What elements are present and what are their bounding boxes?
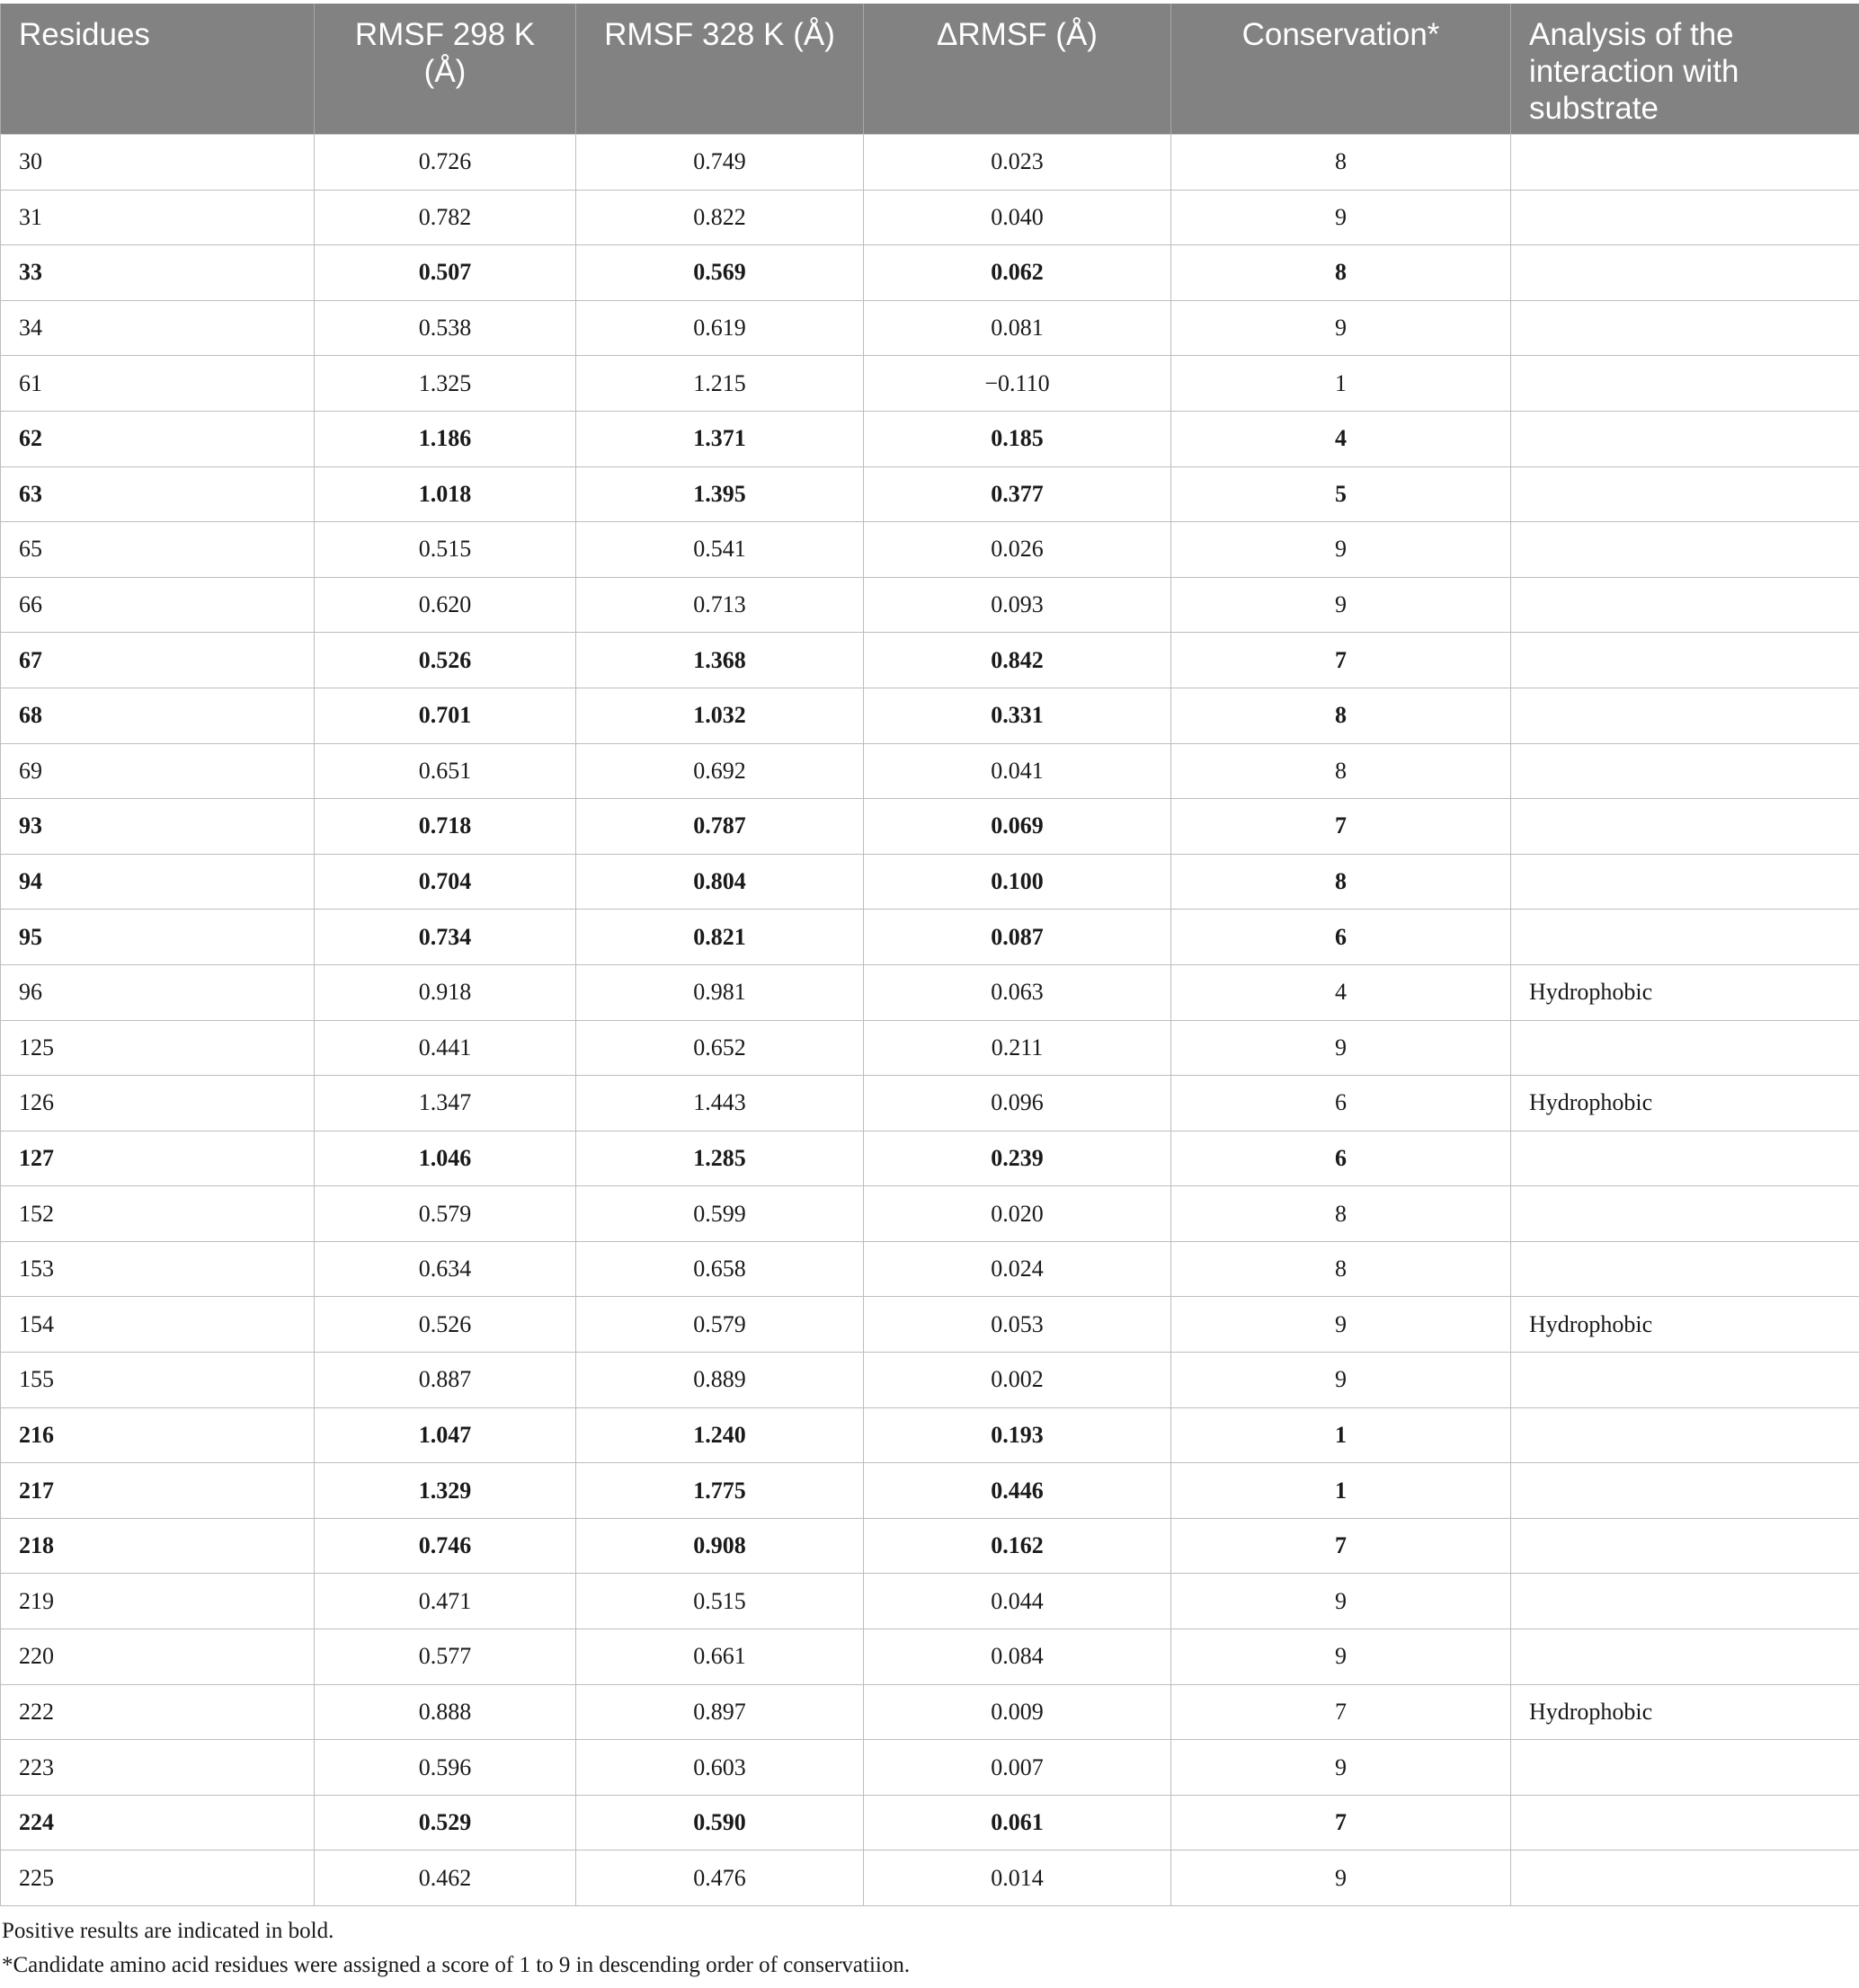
cell-rmsf-328: 0.541 xyxy=(576,522,864,578)
cell-interaction xyxy=(1511,522,1859,578)
cell-rmsf-298: 0.651 xyxy=(315,743,576,799)
cell-residue: 223 xyxy=(1,1740,315,1796)
cell-delta-rmsf: 0.024 xyxy=(864,1241,1171,1297)
cell-delta-rmsf: 0.023 xyxy=(864,135,1171,191)
cell-residue: 218 xyxy=(1,1518,315,1574)
cell-rmsf-328: 0.579 xyxy=(576,1297,864,1353)
cell-conservation: 7 xyxy=(1171,1795,1511,1850)
cell-rmsf-328: 0.590 xyxy=(576,1795,864,1850)
cell-conservation: 4 xyxy=(1171,964,1511,1020)
cell-residue: 222 xyxy=(1,1684,315,1740)
cell-interaction xyxy=(1511,1131,1859,1186)
cell-residue: 68 xyxy=(1,688,315,743)
cell-residue: 225 xyxy=(1,1850,315,1906)
table-row xyxy=(1,1407,1859,1463)
table-row xyxy=(1,688,1859,743)
cell-delta-rmsf: 0.009 xyxy=(864,1684,1171,1740)
table-row xyxy=(1,577,1859,633)
table-header xyxy=(1,4,1859,135)
cell-conservation: 7 xyxy=(1171,1518,1511,1574)
cell-interaction xyxy=(1511,135,1859,191)
cell-conservation: 9 xyxy=(1171,1850,1511,1906)
cell-conservation: 6 xyxy=(1171,910,1511,965)
cell-rmsf-298: 0.526 xyxy=(315,633,576,688)
cell-residue: 95 xyxy=(1,910,315,965)
cell-rmsf-298: 0.746 xyxy=(315,1518,576,1574)
cell-rmsf-298: 0.507 xyxy=(315,245,576,301)
cell-rmsf-328: 1.032 xyxy=(576,688,864,743)
cell-delta-rmsf: 0.193 xyxy=(864,1407,1171,1463)
cell-conservation: 9 xyxy=(1171,1353,1511,1408)
cell-rmsf-298: 0.462 xyxy=(315,1850,576,1906)
cell-residue: 66 xyxy=(1,577,315,633)
cell-rmsf-298: 0.441 xyxy=(315,1020,576,1076)
cell-residue: 93 xyxy=(1,799,315,855)
cell-conservation: 8 xyxy=(1171,688,1511,743)
cell-residue: 62 xyxy=(1,411,315,466)
header-residues: Residues xyxy=(1,4,315,135)
cell-conservation: 9 xyxy=(1171,300,1511,356)
cell-delta-rmsf: 0.040 xyxy=(864,190,1171,245)
cell-conservation: 9 xyxy=(1171,190,1511,245)
cell-conservation: 6 xyxy=(1171,1076,1511,1132)
cell-delta-rmsf: 0.069 xyxy=(864,799,1171,855)
cell-interaction: Hydrophobic xyxy=(1511,1684,1859,1740)
table-row xyxy=(1,633,1859,688)
cell-conservation: 4 xyxy=(1171,411,1511,466)
table-row xyxy=(1,1186,1859,1242)
cell-rmsf-328: 1.368 xyxy=(576,633,864,688)
cell-interaction: Hydrophobic xyxy=(1511,1297,1859,1353)
cell-rmsf-298: 0.529 xyxy=(315,1795,576,1850)
cell-interaction xyxy=(1511,799,1859,855)
cell-rmsf-328: 1.285 xyxy=(576,1131,864,1186)
table-row xyxy=(1,1020,1859,1076)
cell-rmsf-328: 0.822 xyxy=(576,190,864,245)
cell-delta-rmsf: 0.087 xyxy=(864,910,1171,965)
table-row xyxy=(1,466,1859,522)
header-rmsf-298: RMSF 298 K (Å) xyxy=(315,4,576,135)
cell-delta-rmsf: 0.026 xyxy=(864,522,1171,578)
cell-delta-rmsf: 0.842 xyxy=(864,633,1171,688)
cell-conservation: 8 xyxy=(1171,245,1511,301)
cell-residue: 65 xyxy=(1,522,315,578)
cell-residue: 220 xyxy=(1,1629,315,1685)
cell-delta-rmsf: 0.100 xyxy=(864,854,1171,910)
cell-rmsf-298: 0.526 xyxy=(315,1297,576,1353)
cell-rmsf-298: 0.620 xyxy=(315,577,576,633)
table-row xyxy=(1,799,1859,855)
cell-conservation: 9 xyxy=(1171,1297,1511,1353)
cell-rmsf-328: 0.599 xyxy=(576,1186,864,1242)
cell-residue: 224 xyxy=(1,1795,315,1850)
cell-delta-rmsf: 0.446 xyxy=(864,1463,1171,1519)
cell-rmsf-328: 0.569 xyxy=(576,245,864,301)
cell-conservation: 9 xyxy=(1171,577,1511,633)
cell-delta-rmsf: 0.162 xyxy=(864,1518,1171,1574)
cell-rmsf-328: 0.661 xyxy=(576,1629,864,1685)
cell-rmsf-328: 1.443 xyxy=(576,1076,864,1132)
cell-rmsf-298: 1.018 xyxy=(315,466,576,522)
cell-rmsf-298: 0.515 xyxy=(315,522,576,578)
cell-rmsf-298: 0.538 xyxy=(315,300,576,356)
cell-delta-rmsf: 0.053 xyxy=(864,1297,1171,1353)
table-body xyxy=(1,135,1859,1906)
cell-delta-rmsf: 0.377 xyxy=(864,466,1171,522)
cell-delta-rmsf: 0.062 xyxy=(864,245,1171,301)
cell-residue: 127 xyxy=(1,1131,315,1186)
cell-rmsf-298: 1.325 xyxy=(315,356,576,412)
cell-rmsf-298: 0.577 xyxy=(315,1629,576,1685)
cell-delta-rmsf: 0.331 xyxy=(864,688,1171,743)
cell-rmsf-298: 1.329 xyxy=(315,1463,576,1519)
cell-rmsf-328: 0.515 xyxy=(576,1574,864,1629)
cell-rmsf-328: 0.908 xyxy=(576,1518,864,1574)
cell-rmsf-328: 0.749 xyxy=(576,135,864,191)
cell-conservation: 8 xyxy=(1171,854,1511,910)
footnote-conservation-note: *Candidate amino acid residues were assigned a score of 1 to 9 in descending order of conservatiion. xyxy=(2,1953,911,1977)
cell-residue: 34 xyxy=(1,300,315,356)
cell-residue: 94 xyxy=(1,854,315,910)
cell-delta-rmsf: 0.044 xyxy=(864,1574,1171,1629)
cell-rmsf-298: 0.471 xyxy=(315,1574,576,1629)
cell-rmsf-298: 0.579 xyxy=(315,1186,576,1242)
header-delta-rmsf: ΔRMSF (Å) xyxy=(864,4,1171,135)
cell-conservation: 1 xyxy=(1171,1407,1511,1463)
table-row xyxy=(1,245,1859,301)
cell-interaction xyxy=(1511,356,1859,412)
header-row xyxy=(1,4,1859,135)
table-footnotes xyxy=(2,1914,910,1983)
footnote-bold-note: Positive results are indicated in bold. xyxy=(2,1919,334,1943)
cell-rmsf-328: 0.652 xyxy=(576,1020,864,1076)
cell-interaction xyxy=(1511,1241,1859,1297)
cell-interaction xyxy=(1511,1574,1859,1629)
cell-residue: 67 xyxy=(1,633,315,688)
cell-interaction xyxy=(1511,1353,1859,1408)
cell-interaction xyxy=(1511,1186,1859,1242)
cell-rmsf-298: 0.596 xyxy=(315,1740,576,1796)
table-row xyxy=(1,910,1859,965)
cell-rmsf-328: 0.713 xyxy=(576,577,864,633)
rmsf-table xyxy=(0,4,1859,1906)
cell-rmsf-328: 0.821 xyxy=(576,910,864,965)
cell-conservation: 9 xyxy=(1171,1020,1511,1076)
cell-rmsf-298: 0.701 xyxy=(315,688,576,743)
cell-rmsf-328: 0.692 xyxy=(576,743,864,799)
cell-rmsf-298: 0.704 xyxy=(315,854,576,910)
cell-interaction xyxy=(1511,633,1859,688)
table-row xyxy=(1,1131,1859,1186)
cell-rmsf-328: 1.240 xyxy=(576,1407,864,1463)
cell-conservation: 8 xyxy=(1171,743,1511,799)
cell-residue: 31 xyxy=(1,190,315,245)
table-row xyxy=(1,1463,1859,1519)
cell-interaction xyxy=(1511,466,1859,522)
cell-residue: 219 xyxy=(1,1574,315,1629)
cell-rmsf-298: 0.734 xyxy=(315,910,576,965)
cell-residue: 155 xyxy=(1,1353,315,1408)
table-row xyxy=(1,135,1859,191)
cell-interaction xyxy=(1511,1850,1859,1906)
cell-interaction xyxy=(1511,1629,1859,1685)
cell-residue: 152 xyxy=(1,1186,315,1242)
cell-rmsf-298: 0.782 xyxy=(315,190,576,245)
cell-delta-rmsf: 0.093 xyxy=(864,577,1171,633)
table-row xyxy=(1,1795,1859,1850)
cell-conservation: 6 xyxy=(1171,1131,1511,1186)
table-row xyxy=(1,1850,1859,1906)
cell-interaction xyxy=(1511,1020,1859,1076)
cell-conservation: 8 xyxy=(1171,135,1511,191)
cell-conservation: 9 xyxy=(1171,1574,1511,1629)
cell-interaction xyxy=(1511,411,1859,466)
cell-interaction xyxy=(1511,743,1859,799)
cell-residue: 96 xyxy=(1,964,315,1020)
cell-delta-rmsf: 0.239 xyxy=(864,1131,1171,1186)
header-conservation: Conservation* xyxy=(1171,4,1511,135)
cell-interaction xyxy=(1511,190,1859,245)
cell-interaction xyxy=(1511,910,1859,965)
cell-delta-rmsf: 0.007 xyxy=(864,1740,1171,1796)
cell-residue: 61 xyxy=(1,356,315,412)
cell-delta-rmsf: 0.002 xyxy=(864,1353,1171,1408)
table-row xyxy=(1,190,1859,245)
table-row xyxy=(1,300,1859,356)
cell-rmsf-328: 0.889 xyxy=(576,1353,864,1408)
cell-rmsf-328: 0.603 xyxy=(576,1740,864,1796)
cell-conservation: 9 xyxy=(1171,522,1511,578)
cell-rmsf-328: 0.804 xyxy=(576,854,864,910)
cell-delta-rmsf: 0.211 xyxy=(864,1020,1171,1076)
cell-conservation: 9 xyxy=(1171,1740,1511,1796)
cell-delta-rmsf: 0.081 xyxy=(864,300,1171,356)
cell-delta-rmsf: 0.020 xyxy=(864,1186,1171,1242)
cell-interaction xyxy=(1511,300,1859,356)
cell-rmsf-328: 0.981 xyxy=(576,964,864,1020)
cell-rmsf-298: 1.047 xyxy=(315,1407,576,1463)
cell-rmsf-328: 0.897 xyxy=(576,1684,864,1740)
cell-interaction xyxy=(1511,577,1859,633)
table-row xyxy=(1,854,1859,910)
cell-rmsf-298: 0.718 xyxy=(315,799,576,855)
cell-interaction xyxy=(1511,1407,1859,1463)
cell-delta-rmsf: −0.110 xyxy=(864,356,1171,412)
table-row xyxy=(1,964,1859,1020)
cell-interaction xyxy=(1511,688,1859,743)
cell-rmsf-328: 1.775 xyxy=(576,1463,864,1519)
cell-conservation: 8 xyxy=(1171,1186,1511,1242)
cell-interaction: Hydrophobic xyxy=(1511,1076,1859,1132)
cell-delta-rmsf: 0.185 xyxy=(864,411,1171,466)
cell-residue: 30 xyxy=(1,135,315,191)
cell-rmsf-328: 1.371 xyxy=(576,411,864,466)
cell-rmsf-298: 0.918 xyxy=(315,964,576,1020)
table-row xyxy=(1,522,1859,578)
cell-residue: 125 xyxy=(1,1020,315,1076)
cell-conservation: 9 xyxy=(1171,1629,1511,1685)
cell-delta-rmsf: 0.084 xyxy=(864,1629,1171,1685)
cell-conservation: 7 xyxy=(1171,633,1511,688)
table-row xyxy=(1,356,1859,412)
cell-conservation: 8 xyxy=(1171,1241,1511,1297)
cell-rmsf-328: 1.215 xyxy=(576,356,864,412)
cell-residue: 154 xyxy=(1,1297,315,1353)
table-row xyxy=(1,1740,1859,1796)
table-row xyxy=(1,411,1859,466)
table-row xyxy=(1,1684,1859,1740)
cell-residue: 69 xyxy=(1,743,315,799)
cell-delta-rmsf: 0.063 xyxy=(864,964,1171,1020)
cell-rmsf-298: 0.634 xyxy=(315,1241,576,1297)
cell-residue: 217 xyxy=(1,1463,315,1519)
cell-rmsf-328: 0.787 xyxy=(576,799,864,855)
header-interaction-analysis: Analysis of the interaction with substrate xyxy=(1511,4,1859,135)
cell-rmsf-298: 0.887 xyxy=(315,1353,576,1408)
cell-delta-rmsf: 0.014 xyxy=(864,1850,1171,1906)
cell-residue: 33 xyxy=(1,245,315,301)
table-row xyxy=(1,1518,1859,1574)
cell-conservation: 7 xyxy=(1171,799,1511,855)
cell-rmsf-328: 0.658 xyxy=(576,1241,864,1297)
cell-rmsf-328: 0.619 xyxy=(576,300,864,356)
table-row xyxy=(1,1353,1859,1408)
table-row xyxy=(1,743,1859,799)
table-row xyxy=(1,1574,1859,1629)
header-rmsf-328: RMSF 328 K (Å) xyxy=(576,4,864,135)
table-row xyxy=(1,1076,1859,1132)
cell-rmsf-298: 1.186 xyxy=(315,411,576,466)
cell-rmsf-298: 1.347 xyxy=(315,1076,576,1132)
table-row xyxy=(1,1241,1859,1297)
cell-residue: 126 xyxy=(1,1076,315,1132)
cell-rmsf-298: 0.888 xyxy=(315,1684,576,1740)
cell-rmsf-298: 1.046 xyxy=(315,1131,576,1186)
cell-interaction: Hydrophobic xyxy=(1511,964,1859,1020)
cell-conservation: 1 xyxy=(1171,356,1511,412)
cell-rmsf-328: 0.476 xyxy=(576,1850,864,1906)
cell-residue: 153 xyxy=(1,1241,315,1297)
cell-delta-rmsf: 0.041 xyxy=(864,743,1171,799)
cell-residue: 216 xyxy=(1,1407,315,1463)
cell-delta-rmsf: 0.061 xyxy=(864,1795,1171,1850)
cell-interaction xyxy=(1511,854,1859,910)
cell-interaction xyxy=(1511,245,1859,301)
cell-interaction xyxy=(1511,1518,1859,1574)
cell-interaction xyxy=(1511,1740,1859,1796)
cell-delta-rmsf: 0.096 xyxy=(864,1076,1171,1132)
cell-rmsf-298: 0.726 xyxy=(315,135,576,191)
cell-interaction xyxy=(1511,1463,1859,1519)
table-row xyxy=(1,1629,1859,1685)
cell-interaction xyxy=(1511,1795,1859,1850)
cell-conservation: 7 xyxy=(1171,1684,1511,1740)
cell-conservation: 5 xyxy=(1171,466,1511,522)
cell-rmsf-328: 1.395 xyxy=(576,466,864,522)
table-row xyxy=(1,1297,1859,1353)
cell-conservation: 1 xyxy=(1171,1463,1511,1519)
cell-residue: 63 xyxy=(1,466,315,522)
